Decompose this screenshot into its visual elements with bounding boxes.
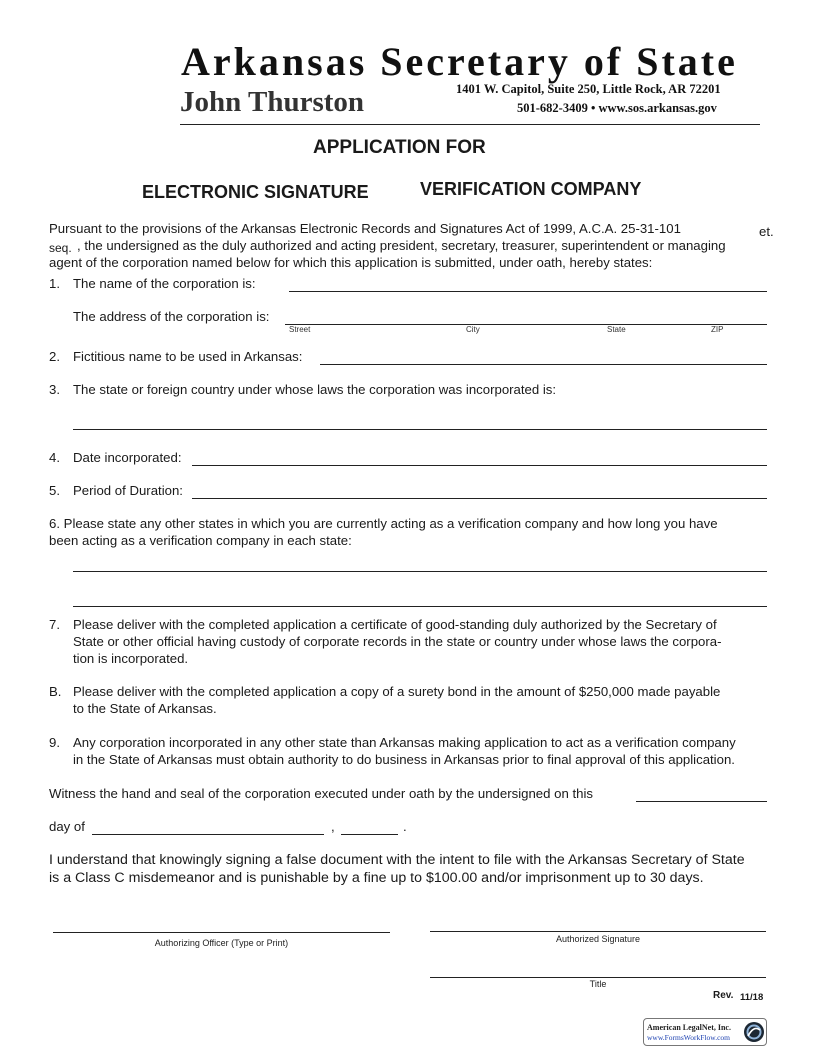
item8-line1: Please deliver with the completed application a copy of a surety bond in the amount of $250,000 made payable <box>73 684 721 699</box>
item2-number: 2. <box>49 349 60 364</box>
intro-et: et. <box>759 224 774 239</box>
item9-line2: in the State of Arkansas must obtain authority to do business in Arkansas prior to final approval of this application. <box>73 752 735 767</box>
authorized-signature-field[interactable] <box>430 931 766 932</box>
address-zip-label: ZIP <box>711 325 724 334</box>
item8-line2: to the State of Arkansas. <box>73 701 217 716</box>
item7-line1: Please deliver with the completed application a certificate of good-standing duly authorized by the Secretary of <box>73 617 717 632</box>
authorized-signature-label: Authorized Signature <box>555 934 641 944</box>
form-title-line2a: ELECTRONIC SIGNATURE <box>142 182 369 202</box>
office-contact: 501-682-3409 • www.sos.arkansas.gov <box>517 101 717 115</box>
incorporation-state-field[interactable] <box>73 429 767 430</box>
authorizing-officer-label: Authorizing Officer (Type or Print) <box>154 938 289 948</box>
title-field[interactable] <box>430 977 766 978</box>
item6-question-line1: 6. Please state any other states in which you are currently acting as a verification company and how long you have <box>49 516 718 531</box>
witness-date-field[interactable] <box>636 801 767 802</box>
item5-question: Period of Duration: <box>73 483 183 498</box>
item9-line1: Any corporation incorporated in any other state than Arkansas making application to act as a verification company <box>73 735 736 750</box>
address-city-label: City <box>466 325 480 334</box>
item5-number: 5. <box>49 483 60 498</box>
intro-line1: Pursuant to the provisions of the Arkansas Electronic Records and Signatures Act of 1999, A.C.A. 25-31-101 <box>49 221 681 236</box>
address-state-label: State <box>607 325 626 334</box>
revision-value: 11/18 <box>740 992 764 1003</box>
authorizing-officer-field[interactable] <box>53 932 390 933</box>
period-of-duration-field[interactable] <box>192 498 767 499</box>
office-address: 1401 W. Capitol, Suite 250, Little Rock, AR 72201 <box>456 82 721 96</box>
item8-number: B. <box>49 684 62 699</box>
item2-question: Fictitious name to be used in Arkansas: <box>73 349 303 364</box>
item6-question-line2: been acting as a verification company in each state: <box>49 533 352 548</box>
revision-label: Rev. <box>713 990 734 1001</box>
other-states-field-2[interactable] <box>73 606 767 607</box>
official-name: John Thurston <box>180 86 365 118</box>
warning-line1: I understand that knowingly signing a false document with the intent to file with the Arkansas Secretary of State <box>49 852 745 868</box>
item4-question: Date incorporated: <box>73 450 182 465</box>
item3-number: 3. <box>49 382 60 397</box>
item4-number: 4. <box>49 450 60 465</box>
brand-name: American LegalNet, Inc. <box>647 1023 731 1032</box>
day-of-period: . <box>403 819 407 834</box>
brand-url: www.FormsWorkFlow.com <box>647 1033 731 1042</box>
brand-logo-icon <box>743 1021 765 1043</box>
fictitious-name-field[interactable] <box>320 364 767 365</box>
date-incorporated-field[interactable] <box>192 465 767 466</box>
corporation-address-field[interactable] <box>285 324 767 325</box>
header-rule <box>180 124 760 125</box>
day-of-month-field[interactable] <box>92 834 324 835</box>
other-states-field-1[interactable] <box>73 571 767 572</box>
form-title-line1: APPLICATION FOR <box>313 137 486 158</box>
intro-seq: seq. <box>49 241 72 255</box>
intro-line2: , the undersigned as the duly authorized and acting president, secretary, treasurer, superintendent or managing <box>77 238 726 253</box>
item9-number: 9. <box>49 735 60 750</box>
item7-line2: State or other official having custody of corporate records in the state or country under whose laws the corpora- <box>73 634 722 649</box>
address-street-label: Street <box>289 325 311 334</box>
item7-number: 7. <box>49 617 60 632</box>
intro-line3: agent of the corporation named below for which this application is submitted, under oath, hereby states: <box>49 255 653 270</box>
form-title-line2b: VERIFICATION COMPANY <box>420 179 642 199</box>
day-of-comma: , <box>331 819 335 834</box>
warning-line2: is a Class C misdemeanor and is punishable by a fine up to $100.00 and/or imprisonment up to 30 days. <box>49 870 704 886</box>
day-of-label: day of <box>49 819 85 834</box>
address-question: The address of the corporation is: <box>73 309 270 324</box>
title-label: Title <box>589 979 607 989</box>
brand-badge[interactable] <box>643 1018 767 1046</box>
witness-text: Witness the hand and seal of the corporation executed under oath by the undersigned on this <box>49 786 593 801</box>
item1-question: The name of the corporation is: <box>73 276 256 291</box>
org-name: Arkansas Secretary of State <box>181 39 738 84</box>
item3-question: The state or foreign country under whose laws the corporation was incorporated is: <box>73 382 557 397</box>
item1-number: 1. <box>49 276 60 291</box>
corporation-name-field[interactable] <box>289 291 767 292</box>
year-field[interactable] <box>341 834 398 835</box>
item7-line3: tion is incorporated. <box>73 651 189 666</box>
